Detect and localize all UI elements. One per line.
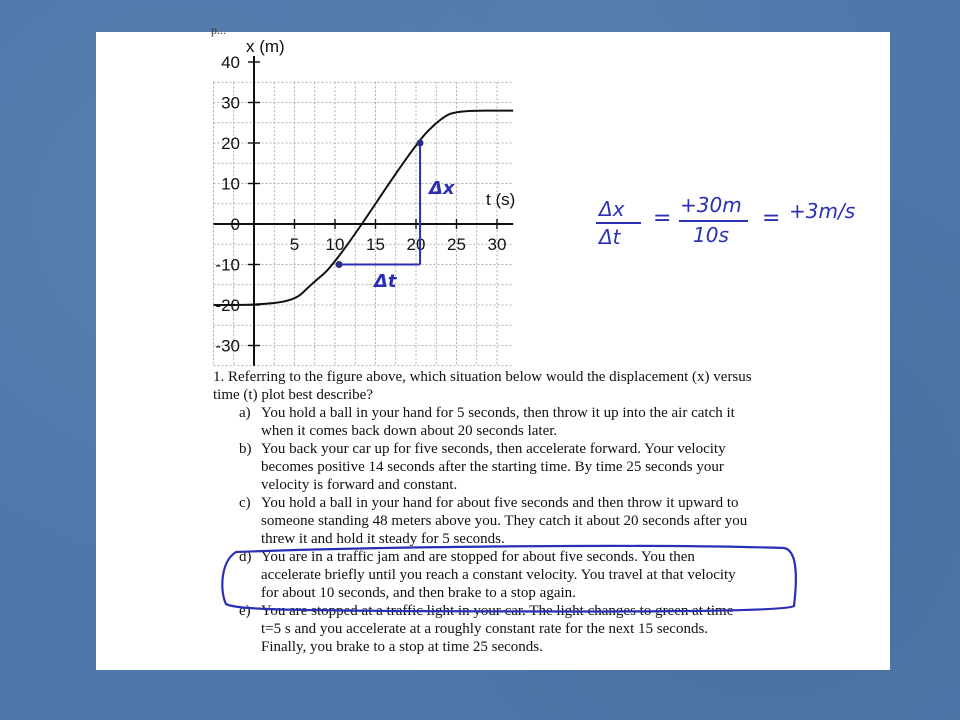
- option-line: accelerate briefly until you reach a constant velocity. You travel at that velocity: [261, 567, 736, 583]
- equals-sign-2: =: [762, 206, 781, 231]
- option-line: t=5 s and you accelerate at a roughly constant rate for the next 15 seconds.: [261, 621, 709, 637]
- x-tick-label: 30: [487, 235, 507, 254]
- graph-ticks: [215, 53, 506, 356]
- equation-mid-denominator: 10s: [693, 223, 729, 247]
- x-tick-label: 15: [366, 235, 385, 254]
- option-letter: b): [239, 441, 252, 457]
- option-line: when it comes back down about 20 seconds later.: [261, 423, 558, 439]
- option-letter: a): [239, 405, 251, 421]
- option-letter: e): [239, 603, 251, 619]
- option-letter: c): [239, 495, 251, 511]
- question-line-2: time (t) plot best describe?: [213, 387, 373, 403]
- displacement-time-graph: [96, 32, 890, 372]
- marked-point: [336, 261, 343, 268]
- y-tick-label: -20: [215, 296, 240, 315]
- y-tick-label: 40: [221, 53, 240, 72]
- worksheet-page: [96, 23, 890, 670]
- question-line-1: 1. Referring to the figure above, which situation below would the displacement (x) versus: [213, 369, 752, 385]
- y-tick-label: 10: [221, 174, 240, 194]
- y-axis-label: x (m): [246, 37, 285, 56]
- x-tick-label: 5: [289, 235, 300, 254]
- option-c: [213, 494, 833, 548]
- x-tick-label: 10: [325, 235, 345, 254]
- option-line: You back your car up for five seconds, then accelerate forward. Your velocity: [261, 441, 726, 457]
- y-tick-label: -10: [215, 255, 240, 275]
- option-e: [213, 602, 833, 656]
- option-a: [213, 404, 833, 440]
- option-b: [213, 440, 833, 494]
- option-line: someone standing 48 meters above you. They catch it about 20 seconds after you: [261, 513, 748, 529]
- equation-mid-numerator: +30m: [680, 193, 742, 217]
- equation-result: +3m/s: [789, 199, 856, 223]
- position-curve: [214, 111, 514, 305]
- option-line: You are stopped at a traffic light in your car. The light changes to green at time: [261, 603, 734, 619]
- y-tick-label: -30: [215, 336, 240, 356]
- marked-point: [417, 140, 424, 147]
- option-line: You hold a ball in your hand for 5 seconds, then throw it up into the air catch it: [261, 405, 735, 421]
- x-axis-label: t (s): [486, 190, 516, 209]
- position-curve-line: [214, 111, 514, 305]
- option-line: velocity is forward and constant.: [261, 477, 458, 493]
- page-top-fragment: p...: [211, 23, 226, 37]
- option-line: You are in a traffic jam and are stopped for about five seconds. You then: [261, 549, 695, 565]
- delta-x-label: Δx: [429, 178, 455, 199]
- y-tick-label: 20: [221, 134, 240, 153]
- y-tick-label: 0: [230, 215, 240, 234]
- question-block: [213, 368, 833, 656]
- equals-sign-1: =: [653, 206, 672, 231]
- x-tick-label: 20: [406, 235, 426, 254]
- delta-t-label: Δt: [374, 271, 397, 292]
- option-d: [213, 548, 833, 602]
- option-letter: d): [239, 549, 252, 565]
- option-line: You hold a ball in your hand for about five seconds and then throw it upward to: [261, 495, 739, 511]
- option-line: threw it and hold it steady for 5 seconds.: [261, 531, 505, 547]
- option-line: Finally, you brake to a stop at time 25 seconds.: [261, 639, 543, 655]
- equation-lhs-numerator: Δx: [599, 197, 625, 221]
- y-tick-label: 30: [221, 93, 240, 113]
- option-line: becomes positive 14 seconds after the starting time. By time 25 seconds your: [261, 459, 724, 475]
- slope-equation: [596, 193, 855, 249]
- option-line: for about 10 seconds, and then brake to a stop again.: [261, 585, 576, 601]
- x-tick-label: 25: [447, 235, 466, 254]
- equation-lhs-denominator: Δt: [599, 225, 621, 249]
